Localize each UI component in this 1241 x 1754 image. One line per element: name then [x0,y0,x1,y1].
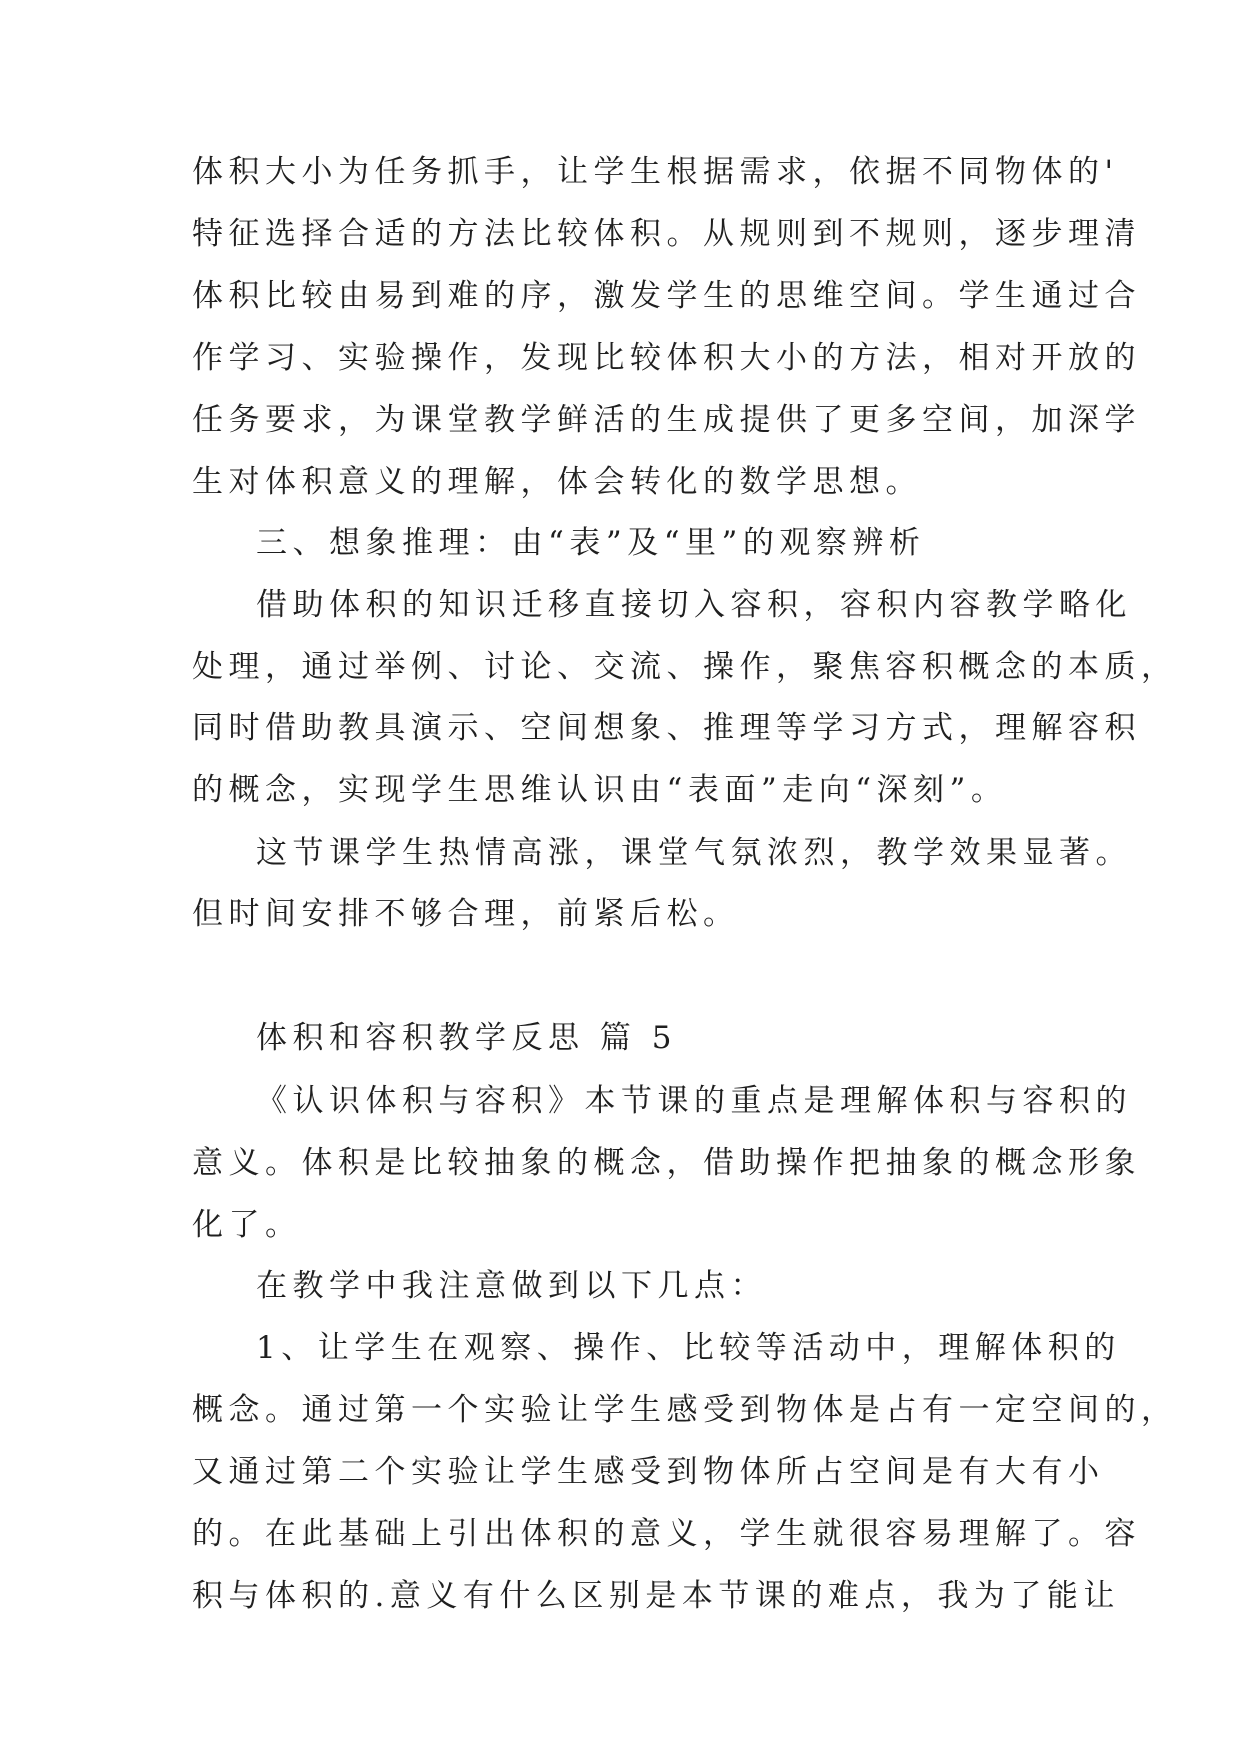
text-line: 积与体积的.意义有什么区别是本节课的难点，我为了能让 [192,1578,1120,1614]
text-line: 处理，通过举例、讨论、交流、操作，聚焦容积概念的本质， [192,649,1178,685]
text-line: 又通过第二个实验让学生感受到物体所占空间是有大有小 [192,1454,1105,1490]
text-line: 借助体积的知识迁移直接切入容积，容积内容教学略化 [256,587,1132,623]
text-line: 概念。通过第一个实验让学生感受到物体是占有一定空间的， [192,1392,1178,1428]
text-line: 体积大小为任务抓手，让学生根据需求，依据不同物体的' [192,154,1119,190]
section-heading: 三、想象推理：由“表”及“里”的观察辨析 [256,525,926,561]
article-title: 体积和容积教学反思 篇 5 [256,1020,677,1056]
text-line: 在教学中我注意做到以下几点： [256,1268,767,1304]
text-line: 的概念，实现学生思维认识由“表面”走向“深刻”。 [192,772,1008,808]
text-line: 但时间安排不够合理，前紧后松。 [192,896,740,932]
text-line: 作学习、实验操作，发现比较体积大小的方法，相对开放的 [192,340,1141,376]
text-line: 同时借助教具演示、空间想象、推理等学习方式，理解容积 [192,710,1141,746]
text-line: 任务要求，为课堂教学鲜活的生成提供了更多空间，加深学 [192,402,1141,438]
text-line: 的。在此基础上引出体积的意义，学生就很容易理解了。容 [192,1516,1141,1552]
text-line: 1、让学生在观察、操作、比较等活动中，理解体积的 [256,1330,1121,1366]
text-line: 化了。 [192,1207,302,1243]
text-line: 《认识体积与容积》本节课的重点是理解体积与容积的 [256,1083,1132,1119]
text-line: 特征选择合适的方法比较体积。从规则到不规则，逐步理清 [192,216,1141,252]
text-line: 意义。体积是比较抽象的概念，借助操作把抽象的概念形象 [192,1145,1141,1181]
text-line: 体积比较由易到难的序，激发学生的思维空间。学生通过合 [192,278,1141,314]
text-line: 生对体积意义的理解，体会转化的数学思想。 [192,464,922,500]
text-line: 这节课学生热情高涨，课堂气氛浓烈，教学效果显著。 [256,835,1132,871]
